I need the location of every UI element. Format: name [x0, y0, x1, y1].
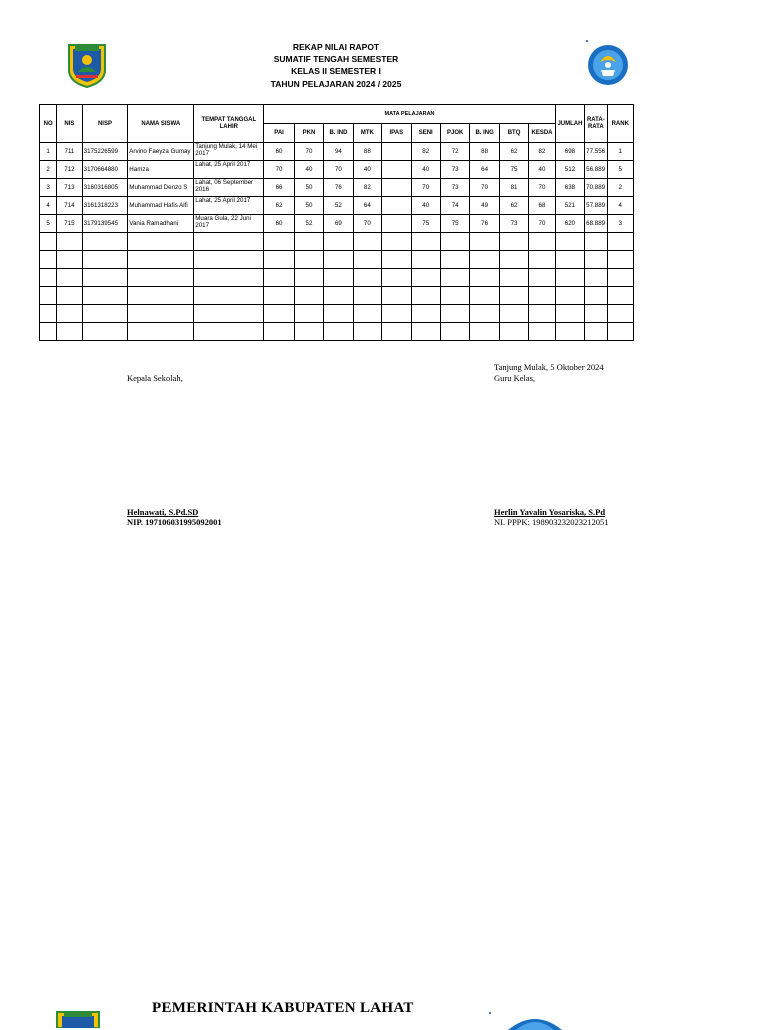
empty-cell [607, 305, 634, 323]
empty-cell [529, 323, 555, 341]
cell-rata: 57.889 [585, 197, 607, 215]
empty-cell [40, 287, 57, 305]
cell-no: 4 [40, 197, 57, 215]
cell-jumlah: 620 [555, 215, 584, 233]
table-row [40, 161, 634, 179]
col-rata: RATA-RATA [585, 105, 607, 143]
empty-cell [324, 233, 353, 251]
cell-score: 70 [411, 179, 440, 197]
empty-cell [57, 323, 82, 341]
empty-cell [529, 305, 555, 323]
empty-cell [411, 251, 440, 269]
cell-score: 50 [294, 197, 323, 215]
cell-score [382, 197, 411, 215]
col-jumlah: JUMLAH [555, 105, 584, 143]
cell-score [382, 161, 411, 179]
subject-header: B. ING [470, 124, 499, 143]
subject-header: PAI [264, 124, 294, 143]
signature-date: Tanjung Mulak, 5 Oktober 2024 [494, 362, 604, 372]
subject-header: B. IND [324, 124, 353, 143]
cell-score: 40 [411, 197, 440, 215]
cell-score: 52 [324, 197, 353, 215]
cell-score: 75 [499, 161, 528, 179]
empty-row [40, 269, 634, 287]
empty-cell [194, 287, 264, 305]
empty-cell [194, 323, 264, 341]
cell-score: 74 [440, 197, 469, 215]
table-row [40, 197, 634, 215]
empty-cell [57, 305, 82, 323]
empty-cell [499, 323, 528, 341]
cell-jumlah: 512 [555, 161, 584, 179]
empty-cell [40, 251, 57, 269]
cell-rank: 4 [607, 197, 634, 215]
empty-cell [529, 287, 555, 305]
cell-nisp: 3170664880 [82, 161, 128, 179]
empty-cell [411, 287, 440, 305]
table-row [40, 143, 634, 161]
empty-cell [57, 233, 82, 251]
empty-cell [353, 233, 381, 251]
empty-cell [585, 233, 607, 251]
empty-cell [411, 305, 440, 323]
header-title: REKAP NILAI RAPOT [292, 42, 380, 52]
cell-nis: 715 [57, 215, 82, 233]
cell-score: 60 [264, 143, 294, 161]
next-page-title: PEMERINTAH KABUPATEN LAHAT [152, 1000, 414, 1016]
cell-score: 62 [499, 143, 528, 161]
empty-cell [607, 251, 634, 269]
empty-cell [294, 233, 323, 251]
cell-score: 66 [264, 179, 294, 197]
empty-cell [264, 269, 294, 287]
empty-cell [529, 269, 555, 287]
cell-score: 70 [470, 179, 499, 197]
empty-cell [353, 287, 381, 305]
empty-cell [499, 305, 528, 323]
cell-ttl: Lahat, 06 September 2016 [194, 179, 264, 197]
cell-score: 70 [529, 215, 555, 233]
cell-nisp: 3175226599 [82, 143, 128, 161]
empty-cell [128, 323, 194, 341]
cell-jumlah: 698 [555, 143, 584, 161]
empty-cell [529, 233, 555, 251]
subject-header: BTQ [499, 124, 528, 143]
empty-cell [264, 251, 294, 269]
empty-cell [324, 251, 353, 269]
empty-cell [499, 269, 528, 287]
empty-cell [264, 233, 294, 251]
empty-cell [411, 233, 440, 251]
empty-row [40, 305, 634, 323]
empty-cell [470, 251, 499, 269]
table-row [40, 215, 634, 233]
empty-cell [294, 287, 323, 305]
empty-cell [555, 305, 584, 323]
empty-cell [353, 323, 381, 341]
empty-cell [440, 233, 469, 251]
empty-cell [128, 287, 194, 305]
cell-score [382, 143, 411, 161]
cell-nis: 714 [57, 197, 82, 215]
cell-score: 40 [411, 161, 440, 179]
empty-cell [128, 251, 194, 269]
empty-cell [194, 233, 264, 251]
cell-ttl: Lahat, 25 April 2017 [194, 161, 264, 179]
cell-rank: 3 [607, 215, 634, 233]
empty-cell [40, 305, 57, 323]
empty-cell [607, 269, 634, 287]
cell-score: 70 [529, 179, 555, 197]
empty-cell [264, 287, 294, 305]
header-class: KELAS II SEMESTER I [291, 66, 381, 77]
empty-cell [353, 269, 381, 287]
cell-ttl: Lahat, 25 April 2017 [194, 197, 264, 215]
cell-rank: 5 [607, 161, 634, 179]
empty-cell [382, 251, 411, 269]
subject-header: SENI [411, 124, 440, 143]
empty-cell [470, 305, 499, 323]
empty-cell [499, 251, 528, 269]
teacher-pppk: NI. PPPK: 198903232023212051 [494, 517, 609, 527]
teacher-name: Herlin Yavalin Yosariska, S.Pd [494, 507, 606, 517]
empty-cell [529, 251, 555, 269]
empty-cell [382, 305, 411, 323]
cell-score: 68 [529, 197, 555, 215]
empty-cell [294, 323, 323, 341]
empty-row [40, 287, 634, 305]
empty-cell [324, 269, 353, 287]
cell-nis: 713 [57, 179, 82, 197]
cell-jumlah: 638 [555, 179, 584, 197]
cell-rank: 2 [607, 179, 634, 197]
empty-cell [382, 233, 411, 251]
empty-cell [440, 323, 469, 341]
cell-score: 60 [264, 215, 294, 233]
empty-cell [82, 305, 128, 323]
cell-score: 75 [440, 215, 469, 233]
cell-nisp: 3179139545 [82, 215, 128, 233]
cell-nama: Muhammad Denzo S [128, 179, 194, 197]
empty-cell [82, 269, 128, 287]
cell-score [382, 215, 411, 233]
cell-score: 40 [529, 161, 555, 179]
empty-cell [40, 269, 57, 287]
empty-cell [324, 287, 353, 305]
cell-no: 5 [40, 215, 57, 233]
col-nama: NAMA SISWA [128, 105, 194, 143]
empty-cell [57, 287, 82, 305]
empty-cell [607, 323, 634, 341]
cell-nama: Hamza [128, 161, 194, 179]
empty-cell [353, 251, 381, 269]
col-rank: RANK [607, 105, 634, 143]
empty-cell [324, 305, 353, 323]
cell-nisp: 3160316805 [82, 179, 128, 197]
empty-cell [82, 233, 128, 251]
empty-cell [128, 233, 194, 251]
teacher-title: Guru Kelas, [494, 373, 536, 383]
cell-nis: 712 [57, 161, 82, 179]
empty-cell [40, 233, 57, 251]
empty-cell [324, 323, 353, 341]
cell-rata: 77.556 [585, 143, 607, 161]
empty-cell [382, 269, 411, 287]
empty-cell [585, 323, 607, 341]
col-no: NO [40, 105, 57, 143]
principal-name: Helnawati, S.Pd.SD [127, 507, 199, 517]
empty-cell [555, 323, 584, 341]
subject-header: PJOK [440, 124, 469, 143]
col-nisp: NISP [82, 105, 128, 143]
cell-score: 62 [499, 197, 528, 215]
empty-cell [382, 287, 411, 305]
subject-header: PKN [294, 124, 323, 143]
cell-score: 73 [499, 215, 528, 233]
header-subtitle: SUMATIF TENGAH SEMESTER [273, 54, 399, 65]
cell-score: 70 [353, 215, 381, 233]
cell-score: 70 [264, 161, 294, 179]
empty-row [40, 323, 634, 341]
cell-score: 70 [294, 143, 323, 161]
cell-score: 49 [470, 197, 499, 215]
cell-nama: Muhammad Hafis Alfi [128, 197, 194, 215]
empty-cell [194, 251, 264, 269]
cell-no: 2 [40, 161, 57, 179]
principal-title: Kepala Sekolah, [127, 373, 183, 383]
cell-score: 75 [411, 215, 440, 233]
cell-score: 52 [294, 215, 323, 233]
lahat-regency-crest-icon [66, 42, 108, 88]
empty-cell [555, 269, 584, 287]
empty-cell [128, 305, 194, 323]
empty-cell [57, 269, 82, 287]
principal-nip: NIP. 197106031995092001 [127, 517, 222, 527]
cell-nama: Arvino Faeyza Gumay [128, 143, 194, 161]
empty-cell [555, 287, 584, 305]
cell-ttl: Muara Gula, 22 Juni 2017 [194, 215, 264, 233]
table-row [40, 179, 634, 197]
cell-rata: 70.889 [585, 179, 607, 197]
empty-cell [607, 287, 634, 305]
cell-score: 40 [294, 161, 323, 179]
cell-score: 73 [440, 161, 469, 179]
cell-score: 64 [470, 161, 499, 179]
empty-cell [440, 305, 469, 323]
empty-cell [194, 269, 264, 287]
empty-cell [128, 269, 194, 287]
empty-cell [294, 269, 323, 287]
empty-cell [585, 251, 607, 269]
empty-cell [57, 251, 82, 269]
empty-cell [555, 251, 584, 269]
cell-score: 88 [353, 143, 381, 161]
empty-cell [470, 269, 499, 287]
empty-cell [411, 323, 440, 341]
cell-score: 50 [294, 179, 323, 197]
empty-cell [382, 323, 411, 341]
cell-score [382, 179, 411, 197]
cell-score: 64 [353, 197, 381, 215]
empty-cell [82, 287, 128, 305]
cell-no: 3 [40, 179, 57, 197]
empty-cell [470, 233, 499, 251]
col-nis: NIS [57, 105, 82, 143]
cell-rata: 56.889 [585, 161, 607, 179]
cell-score: 76 [470, 215, 499, 233]
tut-wuri-handayani-icon [504, 1010, 566, 1030]
empty-cell [499, 287, 528, 305]
subject-header: MTK [353, 124, 381, 143]
cell-score: 62 [264, 197, 294, 215]
empty-cell [470, 323, 499, 341]
cell-no: 1 [40, 143, 57, 161]
cell-score: 76 [324, 179, 353, 197]
empty-cell [194, 305, 264, 323]
empty-cell [585, 305, 607, 323]
empty-row [40, 251, 634, 269]
header-year: TAHUN PELAJARAN 2024 / 2025 [270, 78, 402, 89]
empty-row [40, 233, 634, 251]
cell-score: 72 [440, 143, 469, 161]
cell-score: 40 [353, 161, 381, 179]
cell-score: 73 [440, 179, 469, 197]
empty-cell [40, 323, 57, 341]
empty-cell [353, 305, 381, 323]
empty-cell [82, 251, 128, 269]
cell-score: 70 [324, 161, 353, 179]
col-mata-pelajaran: MATA PELAJARAN [264, 105, 555, 124]
empty-cell [585, 287, 607, 305]
cell-score: 82 [411, 143, 440, 161]
empty-cell [440, 287, 469, 305]
cell-score: 69 [324, 215, 353, 233]
lahat-regency-crest-icon [54, 1008, 102, 1028]
cell-nis: 711 [57, 143, 82, 161]
subject-header: KESDA [529, 124, 555, 143]
cell-ttl: Tanjung Mulak, 14 Mei 2017 [194, 143, 264, 161]
empty-cell [585, 269, 607, 287]
col-ttl: TEMPAT TANGGAL LAHIR [194, 105, 264, 143]
cell-score: 82 [353, 179, 381, 197]
grades-table [39, 104, 634, 341]
cell-score: 88 [470, 143, 499, 161]
report-header [236, 41, 436, 90]
cell-rata: 68.889 [585, 215, 607, 233]
empty-cell [499, 233, 528, 251]
cell-jumlah: 521 [555, 197, 584, 215]
cell-score: 94 [324, 143, 353, 161]
empty-cell [440, 251, 469, 269]
empty-cell [294, 251, 323, 269]
empty-cell [82, 323, 128, 341]
cell-score: 82 [529, 143, 555, 161]
empty-cell [294, 305, 323, 323]
empty-cell [411, 269, 440, 287]
tut-wuri-handayani-icon [586, 40, 630, 90]
empty-cell [555, 233, 584, 251]
cell-score: 81 [499, 179, 528, 197]
cell-rank: 1 [607, 143, 634, 161]
subject-header: IPAS [382, 124, 411, 143]
empty-cell [264, 305, 294, 323]
empty-cell [264, 323, 294, 341]
empty-cell [470, 287, 499, 305]
empty-cell [607, 233, 634, 251]
empty-cell [440, 269, 469, 287]
cell-nama: Vania Ramadhani [128, 215, 194, 233]
cell-nisp: 3161318223 [82, 197, 128, 215]
